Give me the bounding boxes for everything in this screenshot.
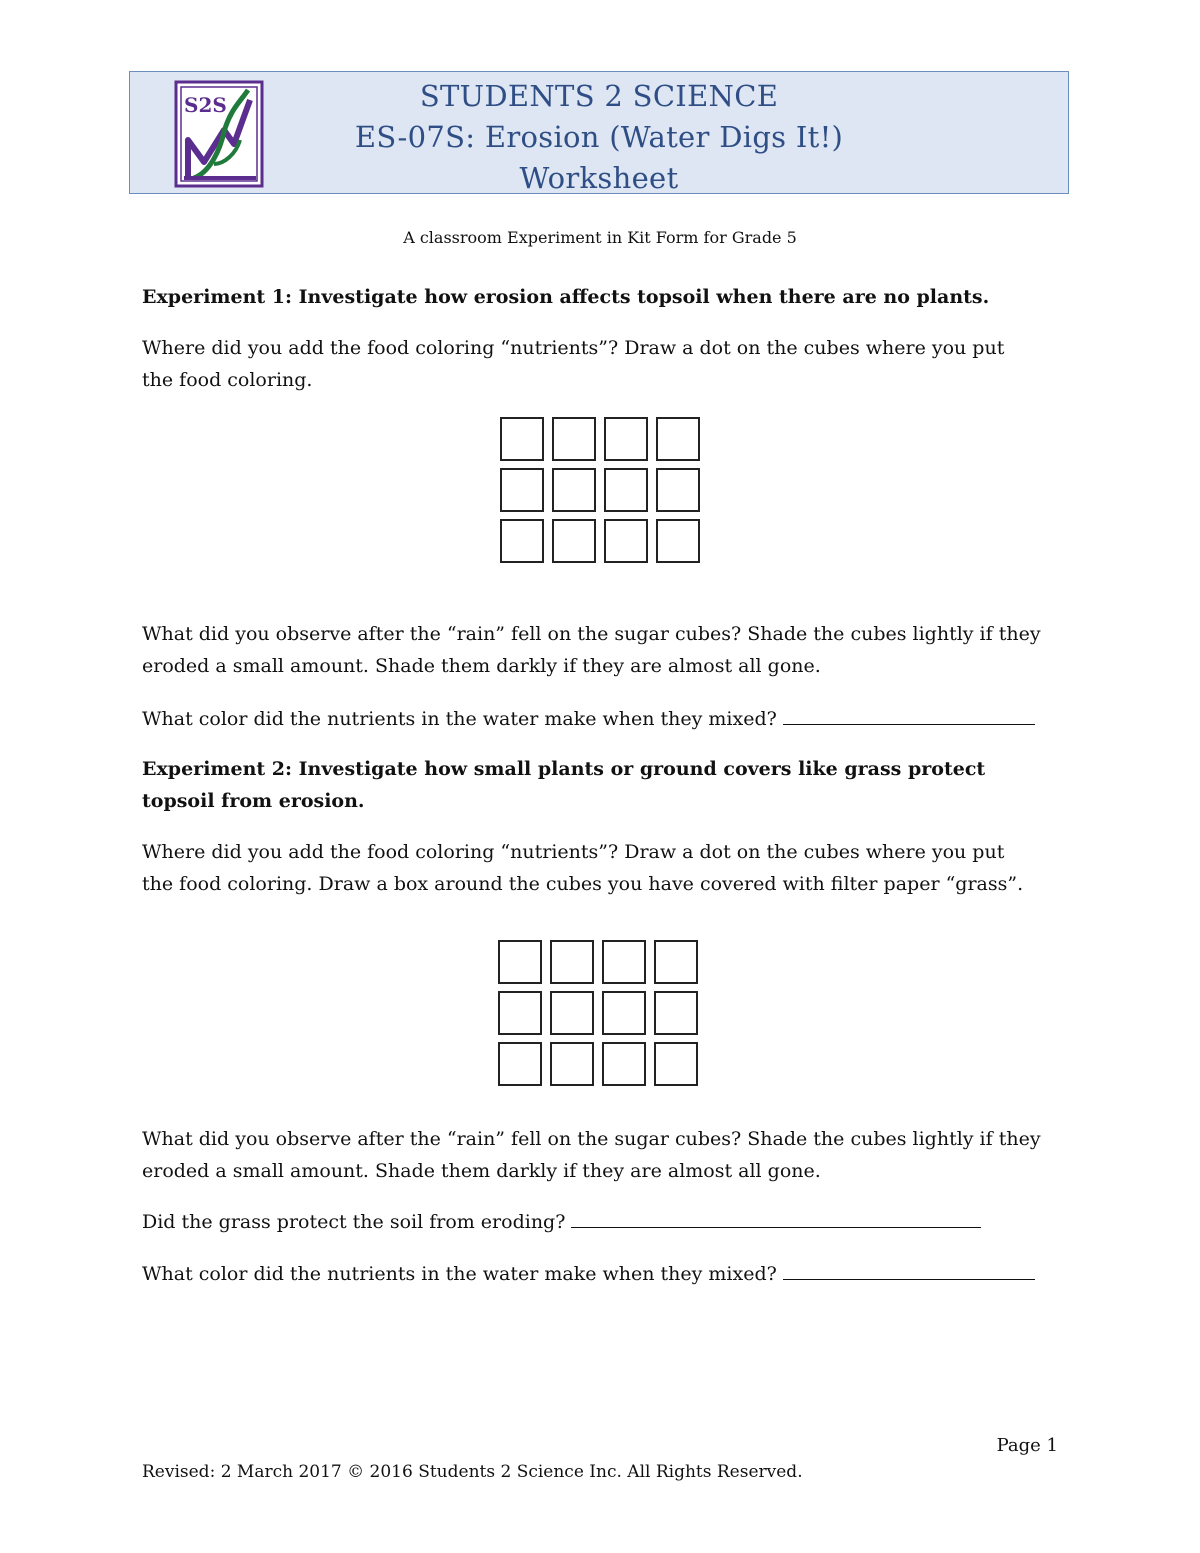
cube[interactable] — [602, 1042, 646, 1086]
answer-blank[interactable] — [571, 1205, 981, 1228]
cube[interactable] — [654, 991, 698, 1035]
experiment1-question1 — [142, 332, 1072, 396]
cube[interactable] — [552, 417, 596, 461]
experiment1-question2 — [142, 618, 1072, 682]
header-title — [130, 76, 1068, 199]
cube[interactable] — [656, 468, 700, 512]
cube[interactable] — [604, 519, 648, 563]
experiment1-cube-grid — [500, 417, 700, 563]
cube[interactable] — [498, 940, 542, 984]
header-banner — [129, 71, 1069, 194]
experiment1-question1-line1: Where did you add the food coloring “nutrients”? Draw a dot on the cubes where you put — [142, 337, 1005, 359]
experiment2-heading-line1: Experiment 2: Investigate how small plants or ground covers like grass protect — [142, 758, 986, 780]
cube[interactable] — [500, 519, 544, 563]
experiment2-question2 — [142, 1123, 1072, 1187]
experiment2-question1 — [142, 836, 1072, 900]
experiment1-question2-line1: What did you observe after the “rain” fell on the sugar cubes? Shade the cubes lightly if they — [142, 623, 1041, 645]
cube[interactable] — [654, 940, 698, 984]
cube[interactable] — [602, 940, 646, 984]
experiment2-heading — [142, 753, 1072, 817]
cube[interactable] — [604, 468, 648, 512]
svg-text:S2S: S2S — [184, 93, 227, 117]
cube[interactable] — [550, 991, 594, 1035]
cube[interactable] — [604, 417, 648, 461]
experiment1-question2-line2: eroded a small amount. Shade them darkly if they are almost all gone. — [142, 655, 821, 677]
cube[interactable] — [550, 1042, 594, 1086]
cube[interactable] — [602, 991, 646, 1035]
header-line-2: ES-07S: Erosion (Water Digs It!) — [354, 120, 844, 154]
experiment2-question3 — [142, 1205, 1072, 1238]
experiment2-question3-text: Did the grass protect the soil from eroding? — [142, 1211, 566, 1233]
answer-blank[interactable] — [783, 702, 1035, 725]
experiment2-heading-line2: topsoil from erosion. — [142, 790, 365, 812]
experiment2-question2-line2: eroded a small amount. Shade them darkly if they are almost all gone. — [142, 1160, 821, 1182]
cube[interactable] — [654, 1042, 698, 1086]
experiment2-question4-text: What color did the nutrients in the water make when they mixed? — [142, 1263, 777, 1285]
experiment2-question4 — [142, 1257, 1072, 1290]
experiment2-cube-grid — [498, 940, 698, 1086]
cube[interactable] — [500, 417, 544, 461]
experiment2-question1-line2: the food coloring. Draw a box around the cubes you have covered with filter paper “grass”. — [142, 873, 1024, 895]
cube[interactable] — [552, 468, 596, 512]
experiment1-question3 — [142, 702, 1072, 735]
cube[interactable] — [656, 417, 700, 461]
cube[interactable] — [498, 1042, 542, 1086]
subtitle: A classroom Experiment in Kit Form for Grade 5 — [403, 228, 797, 247]
cube[interactable] — [550, 940, 594, 984]
header-line-1: STUDENTS 2 SCIENCE — [419, 79, 779, 113]
experiment1-question3-text: What color did the nutrients in the water make when they mixed? — [142, 708, 777, 730]
page-number: Page 1 — [996, 1435, 1058, 1456]
cube[interactable] — [500, 468, 544, 512]
footer: Revised: 2 March 2017 © 2016 Students 2 Science Inc. All Rights Reserved. — [142, 1462, 803, 1482]
cube[interactable] — [552, 519, 596, 563]
experiment1-heading: Experiment 1: Investigate how erosion affects topsoil when there are no plants. — [142, 286, 990, 308]
experiment2-question1-line1: Where did you add the food coloring “nutrients”? Draw a dot on the cubes where you put — [142, 841, 1005, 863]
cube[interactable] — [656, 519, 700, 563]
answer-blank[interactable] — [783, 1257, 1035, 1280]
experiment1-question1-line2: the food coloring. — [142, 369, 313, 391]
cube[interactable] — [498, 991, 542, 1035]
experiment2-question2-line1: What did you observe after the “rain” fell on the sugar cubes? Shade the cubes lightly if they — [142, 1128, 1041, 1150]
header-line-3: Worksheet — [519, 161, 679, 195]
